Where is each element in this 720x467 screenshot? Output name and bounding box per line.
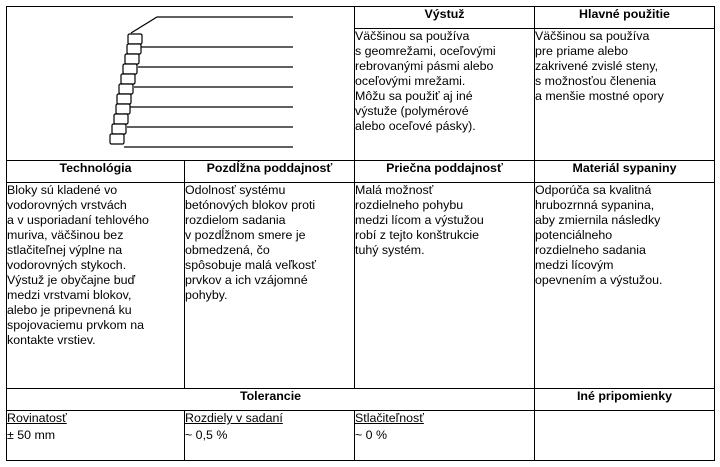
priecna-poddajnost-text-cell — [355, 183, 535, 389]
pozdlzna-poddajnost-text-cell — [185, 183, 355, 389]
priecna-poddajnost-text: Malá možnosť rozdielneho pohybu medzi lícom a výstužou robí z tejto konštrukcie tuhý systém. — [355, 183, 484, 257]
priecna-poddajnost-heading: Priečna poddajnosť — [355, 161, 535, 183]
technologia-text-cell — [7, 183, 185, 389]
rovinatost-label: Rovinatosť — [7, 411, 67, 425]
technologia-text: Bloky sú kladené vo vodorovných vrstvách a v usporiadaní tehlového muriva, väčšinou bez stlačiteľnej výplne na vodorovných stykoch. Výstuž je obyčajne buď medzi vrstvami blokov, alebo je pripevnená ku spojovaciemu prvkom na kontakte vrstiev. — [7, 183, 149, 347]
wall-diagram-cell — [7, 7, 355, 161]
vystuz-text-cell — [355, 29, 535, 161]
stlacitelnost-label: Stlačiteľnosť — [355, 411, 424, 425]
ine-pripomienky-cell — [535, 411, 715, 461]
reinforcement-layers — [124, 47, 293, 147]
stlacitelnost-cell — [355, 411, 535, 461]
wall-system-table — [6, 6, 715, 461]
hlavne-pouzitie-heading: Hlavné použitie — [535, 7, 715, 29]
slope-line — [131, 17, 293, 33]
hlavne-pouzitie-text: Väčšinou sa používa pre priame alebo zakrivené zvislé steny, s možnosťou členenia a menšie mostné opory — [535, 29, 664, 103]
material-sypaniny-heading: Materiál sypaniny — [535, 161, 715, 183]
rozdiely-v-sadani-value: ~ 0,5 % — [185, 428, 228, 442]
block-wall-diagram — [7, 7, 353, 157]
pozdlzna-poddajnost-heading: Pozdĺžna poddajnosť — [185, 161, 355, 183]
rozdiely-v-sadani-label: Rozdiely v sadaní — [185, 411, 283, 425]
rozdiely-v-sadani-cell — [185, 411, 355, 461]
rovinatost-cell — [7, 411, 185, 461]
ine-pripomienky-heading: Iné pripomienky — [535, 389, 715, 411]
pozdlzna-poddajnost-text: Odolnosť systému betónových blokov proti rozdielom sadania v pozdĺžnom smere je obmedzená, čo spôsobuje malá veľkosť prvkov a ich vzájomné pohyby. — [185, 183, 316, 302]
hlavne-pouzitie-text-cell — [535, 29, 715, 161]
stlacitelnost-value: ~ 0 % — [355, 428, 388, 442]
material-sypaniny-text: Odporúča sa kvalitná hrubozrnná sypanina, aby zmiernila následky potenciálneho rozdielneho sadania medzi lícovým opevnením a výstužou. — [535, 183, 663, 287]
document-table-frame — [6, 6, 714, 460]
vystuz-text: Väčšinou sa používa s geomrežami, oceľovými rebrovanými pásmi alebo oceľovými mrežami. Môžu sa použiť aj iné výstuže (polymérové alebo oceľové pásky). — [355, 29, 496, 133]
tolerancie-heading: Tolerancie — [7, 389, 535, 411]
material-sypaniny-text-cell — [535, 183, 715, 389]
vystuz-heading: Výstuž — [355, 7, 535, 29]
technologia-heading: Technológia — [7, 161, 185, 183]
rovinatost-value: ± 50 mm — [7, 428, 56, 442]
